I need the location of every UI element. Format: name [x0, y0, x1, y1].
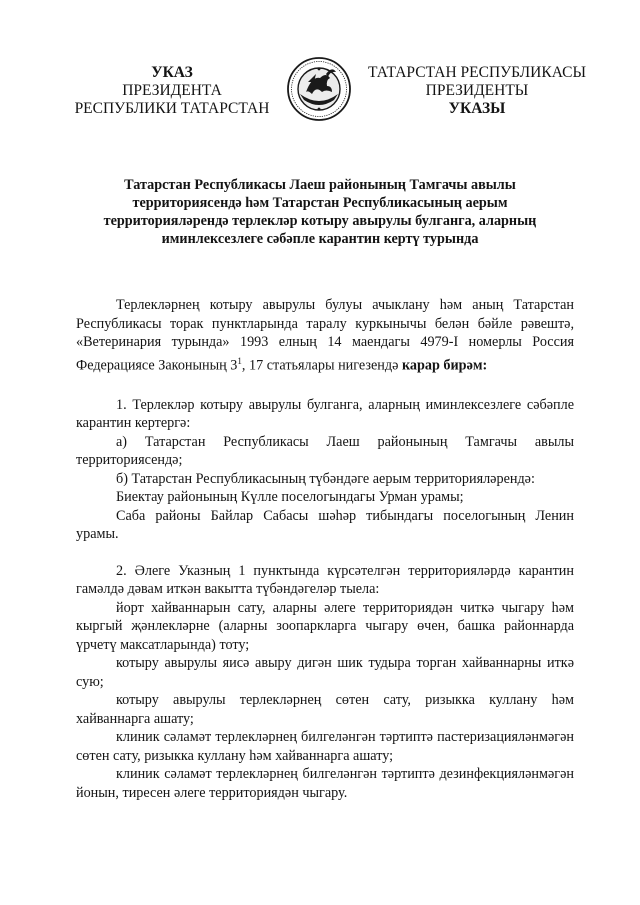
title-line: Татарстан Республикасы Лаеш районының Тамгачы авылы	[124, 177, 516, 193]
header-tatar	[362, 64, 592, 118]
header-ru-line: РЕСПУБЛИКИ ТАТАРСТАН	[74, 100, 270, 117]
header-ru-line: УКАЗ	[151, 64, 193, 81]
title-line: территориясендә һәм Татарстан Республикасының аерым	[132, 195, 508, 211]
preamble-tail: , 17 статьялары нигезендә	[241, 357, 402, 374]
item2-line: клиник сәламәт терлекләрнең билгеләнгән тәртиптә пастеризацияләнмәгән сөтен сату, ризыкка куллану һәм хайваннарга ашату;	[76, 729, 574, 764]
item1-sub-b2: Саба районы Байлар Сабасы шәһәр тибындагы поселогының Ленин урамы.	[76, 507, 574, 543]
item1-sub-b: б) Татарстан Республикасының түбәндәге аерым территорияләрендә:	[116, 470, 535, 487]
header-tt-line: УКАЗЫ	[448, 100, 506, 117]
item1-intro: 1. Терлекләр котыру авырулы булганга, аларның иминлексезлеге сәбәпле карантин кертергә:	[76, 396, 574, 432]
item2-intro: 2. Әлеге Указның 1 пунктында күрсәтелгән территорияләрдә карантин гамәлдә дәвам иткән вакытта түбәндәгеләр тыела:	[76, 562, 574, 598]
item2-line: котыру авырулы терлекләрнең сөтен сату, ризыкка куллану һәм хайваннарга ашату;	[76, 692, 574, 727]
header-ru-line: ПРЕЗИДЕНТА	[122, 82, 222, 99]
title-line: иминлексезлеге сәбәпле карантин кертү турында	[161, 231, 479, 247]
item1-sub-a: а) Татарстан Республикасы Лаеш районының Тамгачы авылы территориясендә;	[76, 433, 574, 469]
tatarstan-emblem-icon	[286, 56, 352, 122]
item1-sub-b1: Биектау районының Күлле поселогындагы Урман урамы;	[116, 489, 464, 506]
preamble-text: Терлекләрнең котыру авырулы булуы ачыклану һәм аның Татарстан Республикасы торак пунктларында таралу куркынычы белән бәйле рәвештә, «Ветеринария турында» 1993 елның 14 маендагы 4979-I номерлы Россия Федерациясе Законының 3	[76, 297, 574, 374]
preamble-superscript: 1	[237, 355, 242, 366]
item2-line: котыру авырулы яисә авыру дигән шик тудыра торган хайваннарны иткә сую;	[76, 655, 574, 690]
title-line: территорияләрендә терлекләр котыру авырулы булганга, аларның	[103, 213, 537, 229]
item2-line: клиник сәламәт терлекләрнең билгеләнгән тәртиптә дезинфекцияләнмәгән йонын, тиресен әлеге территориядән чыгару.	[76, 766, 574, 801]
header-russian	[72, 64, 272, 118]
decree-phrase: карар бирәм:	[401, 357, 488, 374]
header-tt-line: ТАТАРСТАН РЕСПУБЛИКАСЫ	[368, 64, 586, 81]
preamble-paragraph	[76, 296, 574, 375]
document-title	[78, 176, 562, 248]
document-body	[76, 296, 574, 802]
header-tt-line: ПРЕЗИДЕНТЫ	[425, 82, 529, 99]
item2-line: йорт хайваннарын сату, аларны әлеге территориядән читкә чыгару һәм кыргый җәнлекләрне (аларны зоопаркларга чыгару өчен, башка районнарда үрчетү максатларында) тоту;	[76, 599, 574, 653]
